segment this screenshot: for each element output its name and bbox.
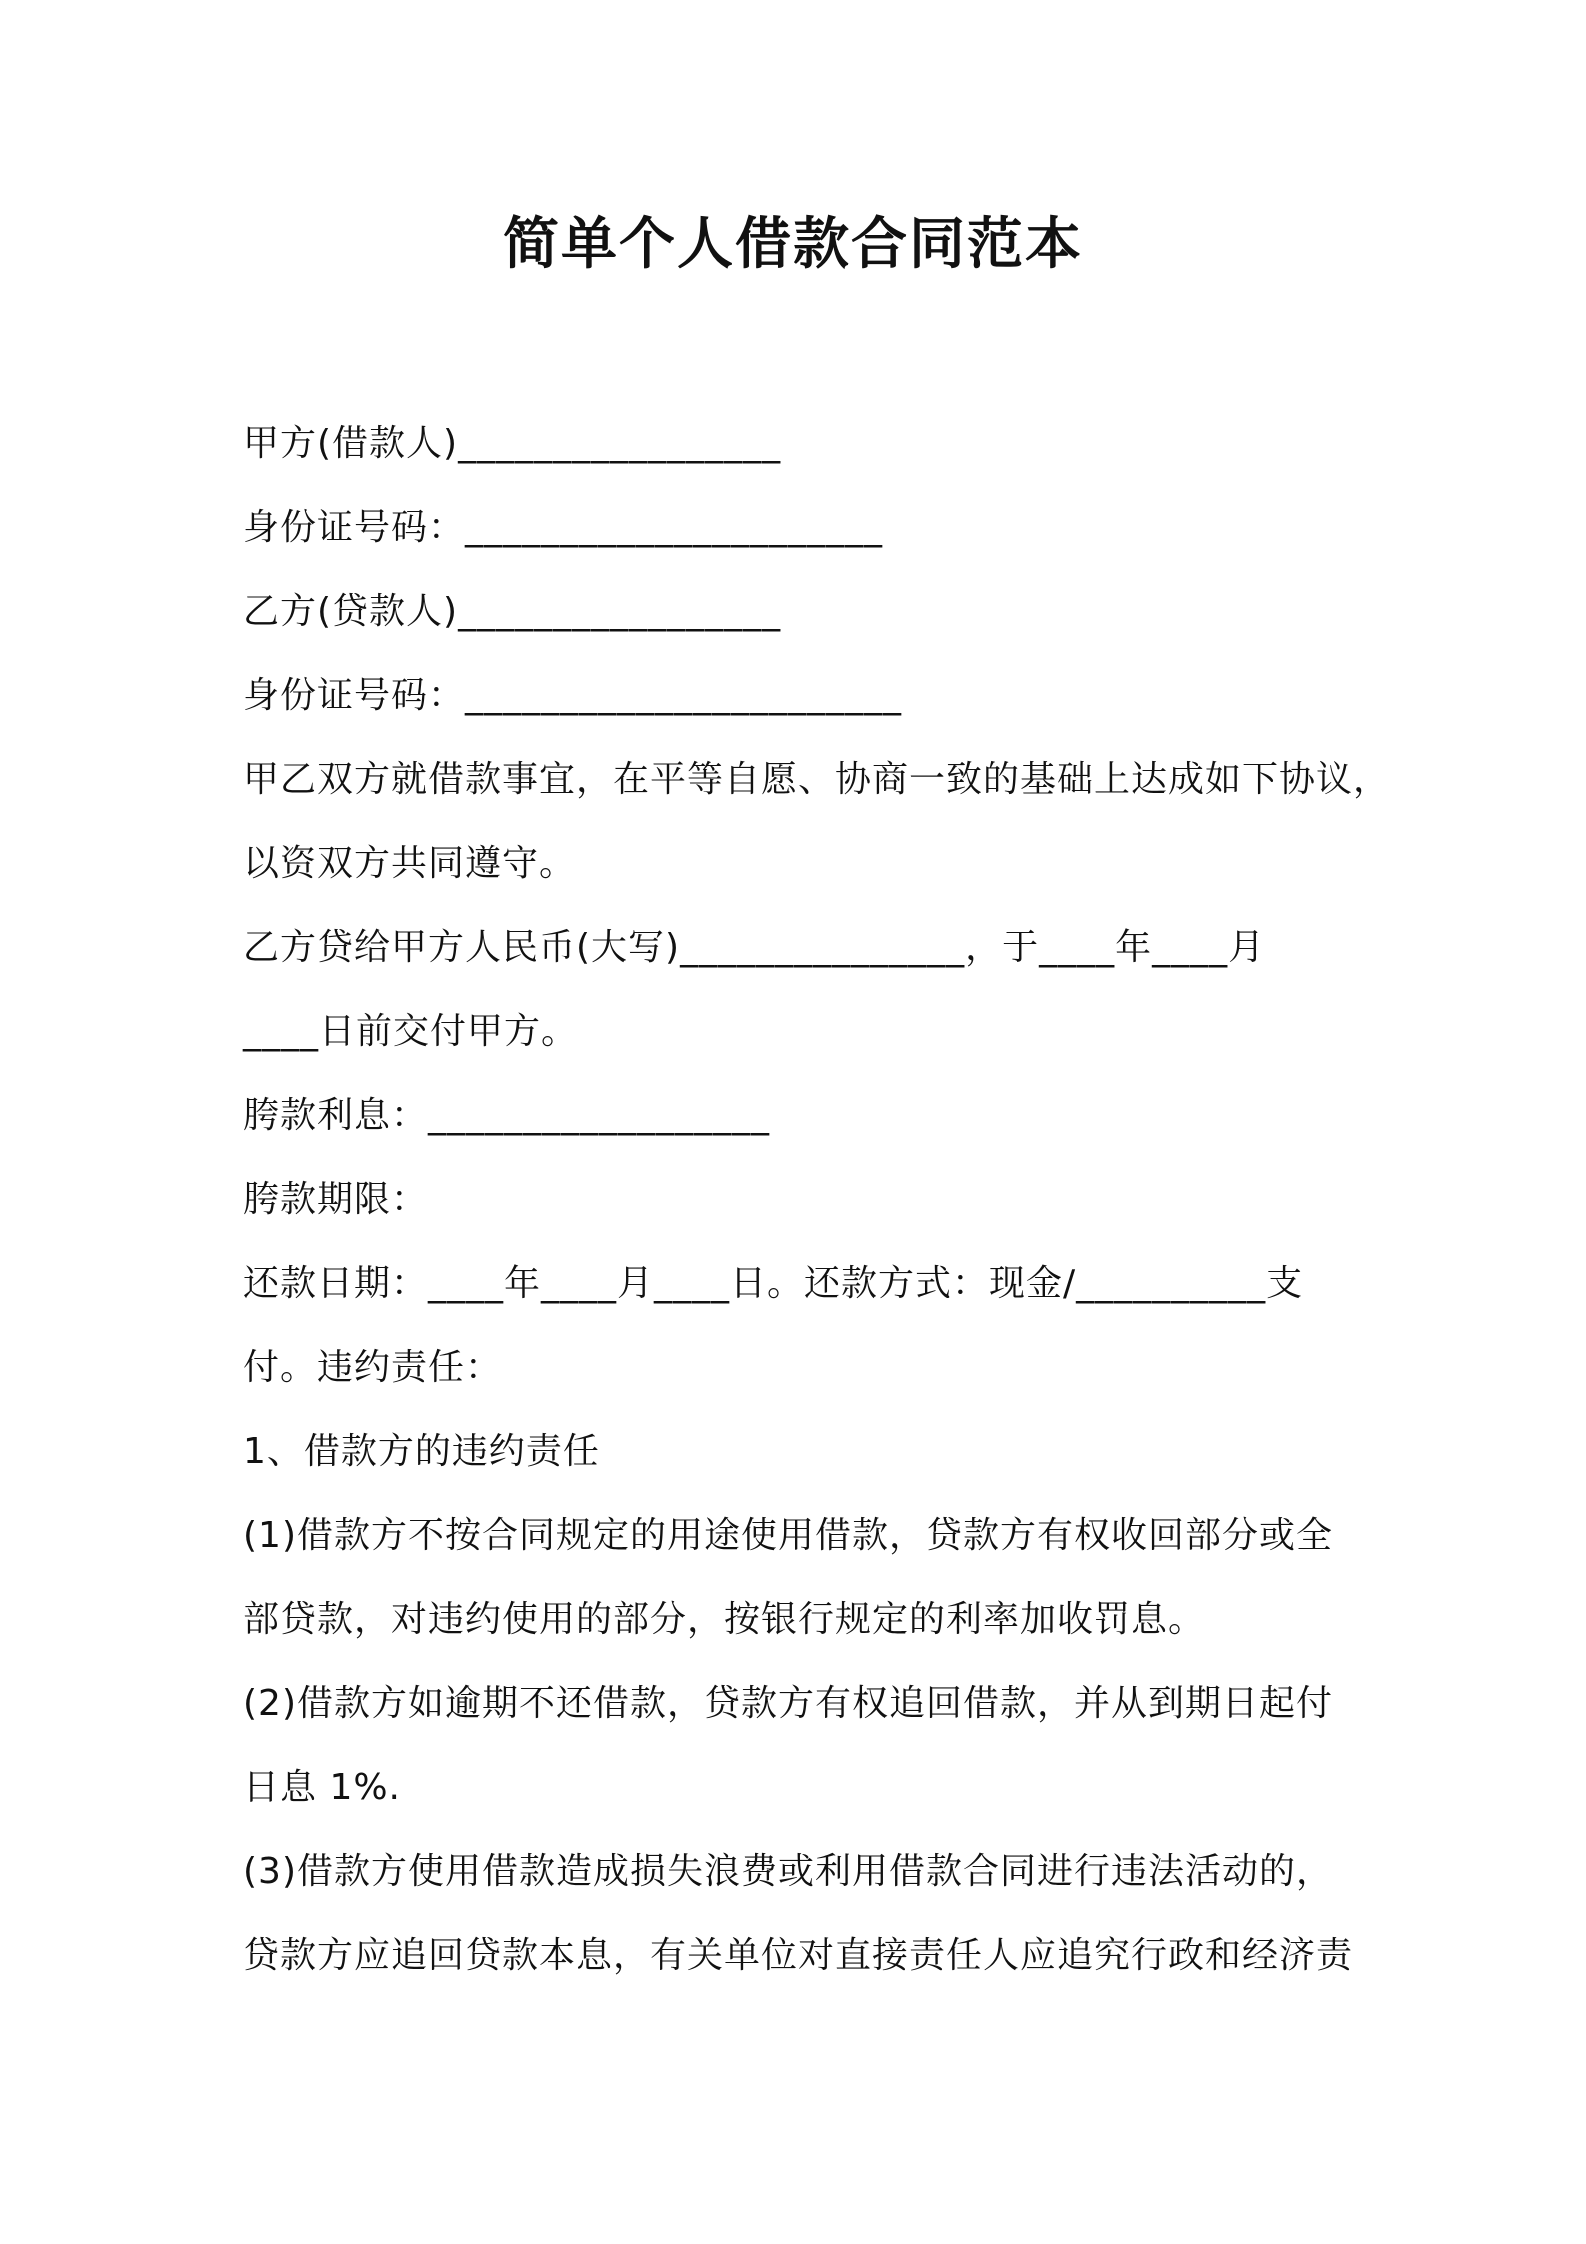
clause-paragraph-line: (3)借款方使用借款造成损失浪费或利用借款合同进行违法活动的， bbox=[243, 1851, 1333, 1892]
clause-paragraph-line: (2)借款方如逾期不还借款，贷款方有权追回借款，并从到期日起付 bbox=[243, 1683, 1333, 1724]
party-b-lender-line: 乙方(贷款人)_________________ bbox=[243, 591, 782, 632]
party-a-id-line: 身份证号码：______________________ bbox=[243, 507, 884, 548]
clause-paragraph-line: (1)借款方不按合同规定的用途使用借款，贷款方有权收回部分或全 bbox=[243, 1515, 1333, 1556]
agreement-intro-line: 以资双方共同遵守。 bbox=[243, 843, 577, 884]
loan-term-line: 胯款期限： bbox=[243, 1179, 429, 1220]
repayment-line: 付。违约责任： bbox=[243, 1347, 503, 1388]
loan-amount-line: 乙方贷给甲方人民币(大写)_______________，于____年____月 bbox=[243, 927, 1266, 968]
loan-interest-line: 胯款利息：__________________ bbox=[243, 1095, 771, 1136]
party-a-borrower-line: 甲方(借款人)_________________ bbox=[243, 423, 782, 464]
document-body bbox=[243, 402, 1391, 1998]
section-heading: 1、借款方的违约责任 bbox=[243, 1431, 600, 1472]
agreement-intro-line: 甲乙双方就借款事宜，在平等自愿、协商一致的基础上达成如下协议， bbox=[243, 759, 1391, 800]
clause-paragraph-line: 贷款方应追回贷款本息，有关单位对直接责任人应追究行政和经济责 bbox=[243, 1935, 1354, 1976]
document-title: 简单个人借款合同范本 bbox=[503, 212, 1083, 277]
repayment-line: 还款日期：____年____月____日。还款方式：现金/__________支 bbox=[243, 1263, 1304, 1304]
loan-amount-line: ____日前交付甲方。 bbox=[243, 1011, 579, 1052]
party-b-id-line: 身份证号码：_______________________ bbox=[243, 675, 903, 716]
clause-paragraph-line: 日息 1%. bbox=[243, 1767, 401, 1808]
clause-paragraph-line: 部贷款，对违约使用的部分，按银行规定的利率加收罚息。 bbox=[243, 1599, 1206, 1640]
